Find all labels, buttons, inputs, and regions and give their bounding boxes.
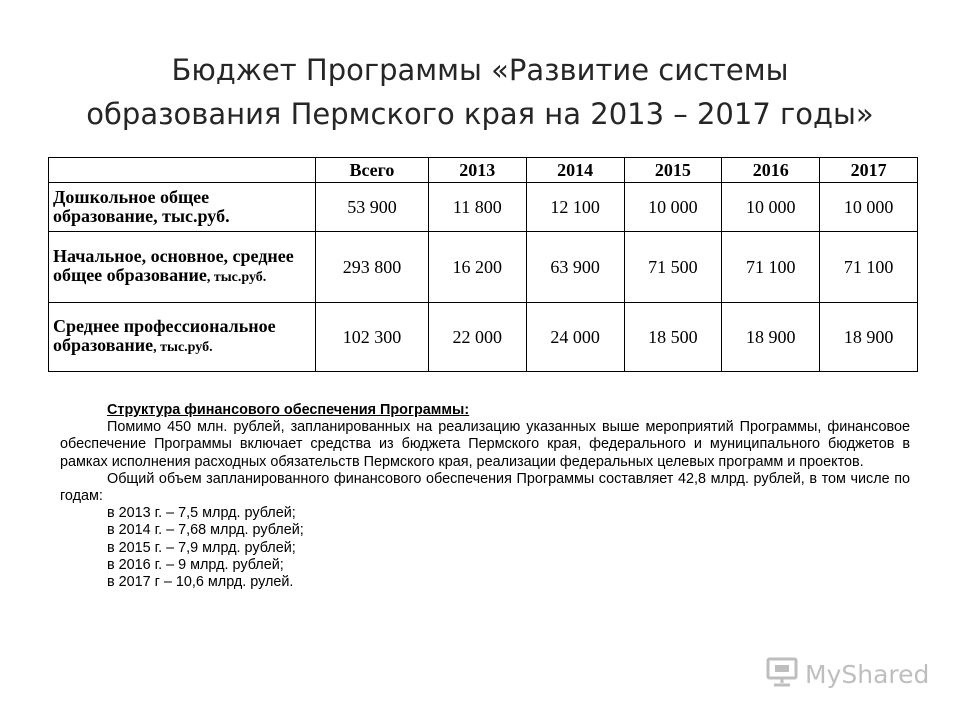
cell-value: 10 000 [722,183,820,232]
row-label-main: Начальное, основное, среднее общее образование [53,246,294,285]
row-label-preschool: Дошкольное общее образование, тыс.руб. [49,183,316,232]
cell-value: 53 900 [316,183,429,232]
financing-paragraph-2: Общий объем запланированного финансового обеспечения Программы составляет 42,8 млрд. рублей, в том числе по годам: [60,470,910,505]
row-label-unit: , тыс.руб. [153,340,213,355]
table-row [49,232,918,303]
row-label-general-education [49,232,316,303]
row-label-unit: , тыс.руб. [206,270,267,285]
myshared-watermark [765,657,929,691]
presentation-board-icon [765,656,799,693]
title-line-2: образования Пермского края на 2013 – 2017 годы» [86,97,874,131]
cell-value: 71 100 [722,232,820,303]
year-item-2017: в 2017 г – 10,6 млрд. рулей. [107,574,294,591]
cell-value: 71 100 [820,232,918,303]
cell-value: 71 500 [624,232,722,303]
year-item-2016: в 2016 г. – 9 млрд. рублей; [107,556,284,573]
table-row [49,303,918,372]
cell-value: 18 900 [722,303,820,372]
budget-table [48,157,918,372]
header-cell-2013: 2013 [428,158,526,183]
title-line-1: Бюджет Программы «Развитие системы [171,53,789,87]
financing-paragraph-1: Помимо 450 млн. рублей, запланированных на реализацию указанных выше мероприятий Программы, финансовое обеспечение Программы включает средства из бюджета Пермского края, федерального и муниципального бюджетов в рамках исполнения расходных обязательств Пермского края, реализации федеральных целевых программ и проектов. [60,419,910,470]
cell-value: 18 500 [624,303,722,372]
row-label-main: Среднее профессиональное образование [53,316,276,355]
row-label-vocational [49,303,316,372]
watermark-text: MyShared [805,659,930,689]
header-cell-2016: 2016 [722,158,820,183]
cell-value: 22 000 [428,303,526,372]
financing-heading: Структура финансового обеспечения Программы: [107,402,470,418]
year-item-2015: в 2015 г. – 7,9 млрд. рублей; [107,539,296,556]
table-header-row [49,158,918,183]
header-cell-2017: 2017 [820,158,918,183]
cell-value: 24 000 [526,303,624,372]
header-cell-2014: 2014 [526,158,624,183]
cell-value: 11 800 [428,183,526,232]
year-item-2013: в 2013 г. – 7,5 млрд. рублей; [107,505,296,522]
slide-title [40,48,920,136]
cell-value: 10 000 [820,183,918,232]
cell-value: 63 900 [526,232,624,303]
header-cell-total: Всего [316,158,429,183]
cell-value: 12 100 [526,183,624,232]
cell-value: 18 900 [820,303,918,372]
year-item-2014: в 2014 г. – 7,68 млрд. рублей; [107,522,304,539]
table-row [49,183,918,232]
cell-value: 16 200 [428,232,526,303]
cell-value: 102 300 [316,303,429,372]
header-cell-empty [49,158,316,183]
cell-value: 10 000 [624,183,722,232]
header-cell-2015: 2015 [624,158,722,183]
cell-value: 293 800 [316,232,429,303]
financing-text-block [60,402,910,591]
